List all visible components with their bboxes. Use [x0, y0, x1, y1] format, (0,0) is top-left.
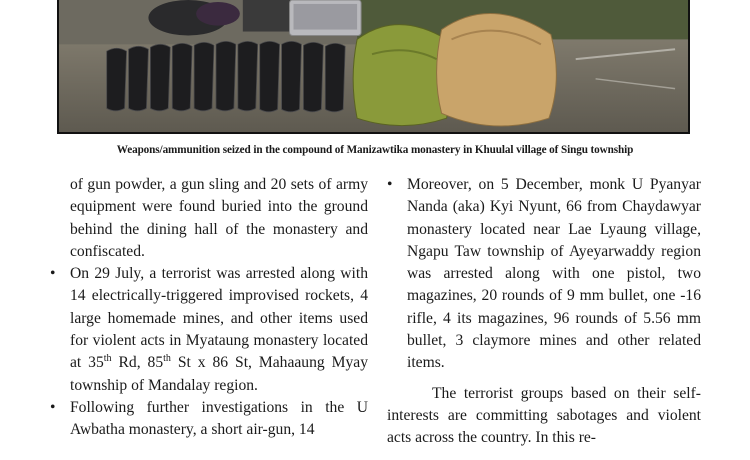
bullet-dot: • — [50, 265, 56, 283]
right-column — [387, 174, 701, 450]
seized-weapons-photo-image — [59, 0, 688, 132]
figure-caption: Weapons/ammunition seized in the compound of Manizawtika monastery in Khuulal village of Singu township — [116, 144, 634, 156]
left-column — [50, 174, 368, 442]
bullet-dot: • — [387, 176, 393, 193]
seized-weapons-photo — [57, 0, 690, 134]
paragraph-continuation: of gun powder, a gun sling and 20 sets of army equipment were found buried into the ground behind the dining hall of the monastery and confiscated. — [70, 176, 368, 260]
list-item — [50, 263, 368, 397]
bullet-dot: • — [50, 398, 56, 416]
list-item-text: Following further investigations in the U Awbatha monastery, a short air-gun, 14 — [70, 398, 368, 439]
list-item — [50, 397, 368, 442]
list-item-text: Moreover, on 5 December, monk U Pyanyar Nanda (aka) Kyi Nyunt, 66 from Chaydawyar monastery located near Lae Lyaung village, Ngapu Taw township of Ayeyarwaddy region was arrested along with one pistol, two magazines, 20 rounds of 9 mm bullet, one -16 rifle, 4 its magazines, 96 rounds of 5.56 mm bullet, 3 claymore mines and other related items. — [407, 176, 701, 372]
list-item-text: On 29 July, a terrorist was arrested along with 14 electrically-triggered improvised rockets, 4 large homemade mines, and other items used for violent acts in Myataung monastery located at 35th Rd, 85th St x 86 St, Mahaaung Myay township of Mandalay region. — [70, 265, 368, 394]
body-paragraph: The terrorist groups based on their self-interests are committing sabotages and violent acts across the country. In this re- — [387, 384, 701, 447]
list-item — [387, 174, 701, 375]
